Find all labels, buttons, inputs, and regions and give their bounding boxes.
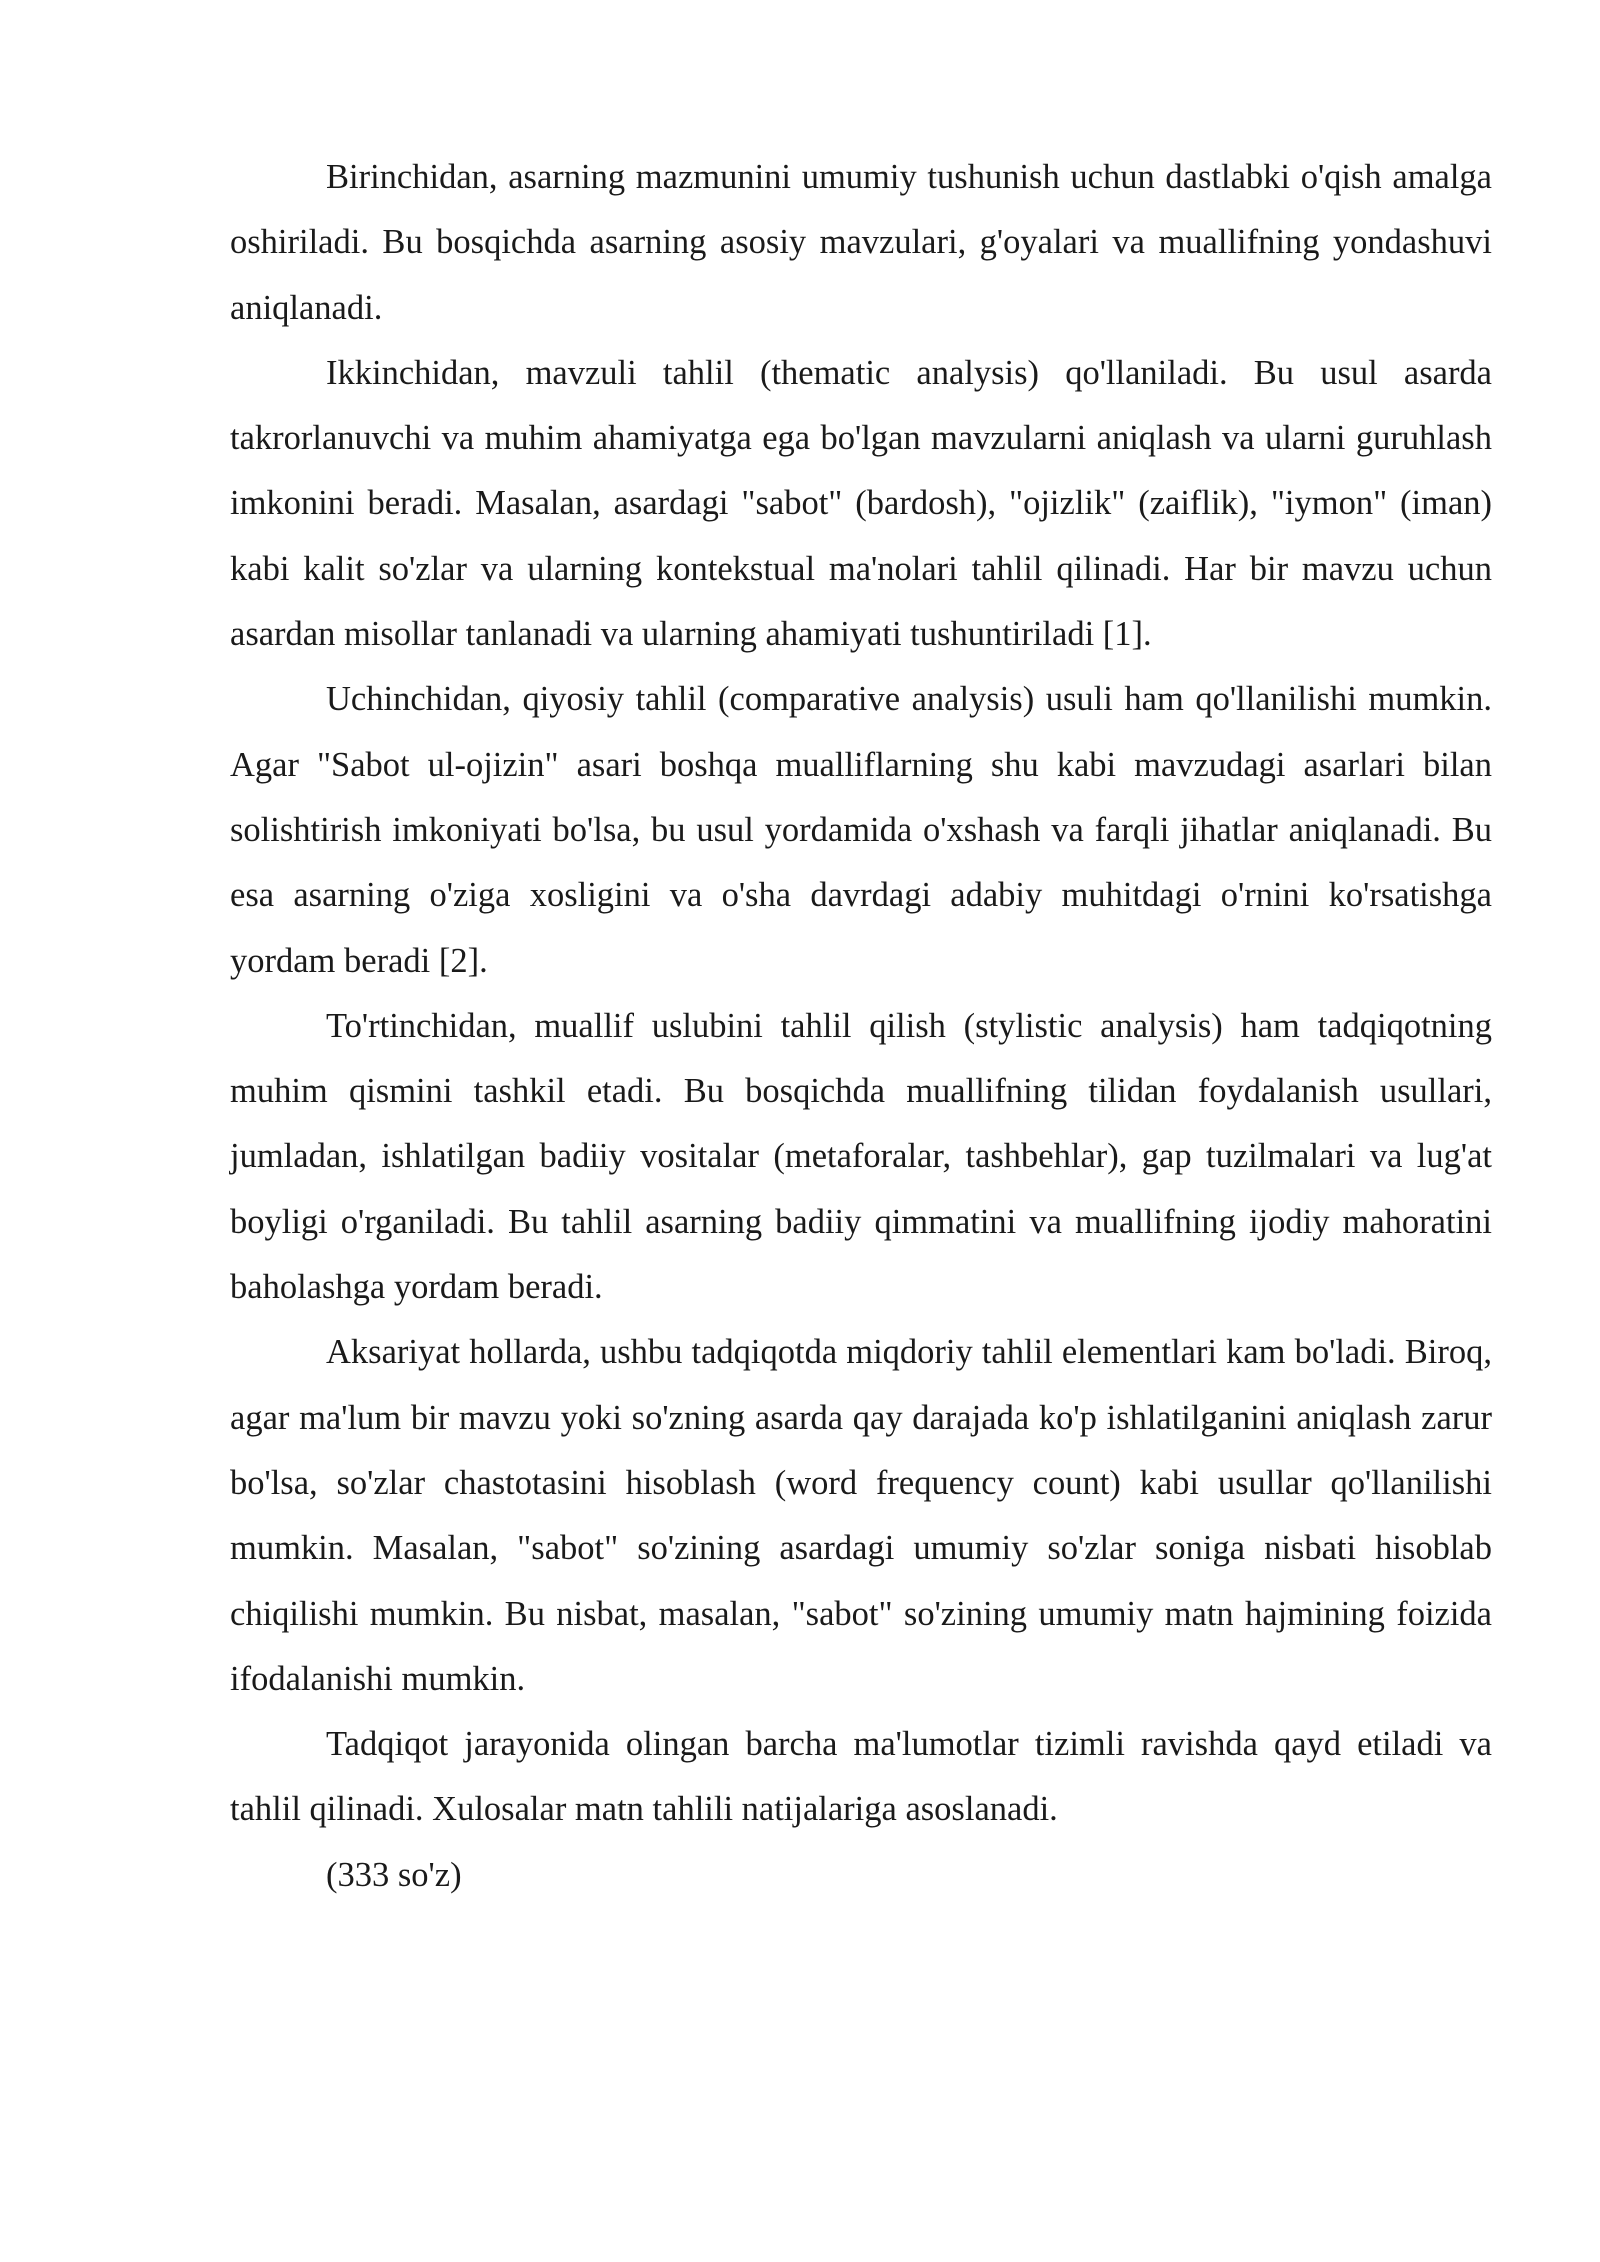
paragraph-thematic-analysis: Ikkinchidan, mavzuli tahlil (thematic analysis) qo'llaniladi. Bu usul asarda takrorlanuvchi va muhim ahamiyatga ega bo'lgan mavzularni aniqlash va ularni guruhlash imkonini beradi. Masalan, asardagi "sabot" (bardosh), "ojizlik" (zaiflik), "iymon" (iman) kabi kalit so'zlar va ularning kontekstual ma'nolari tahlil qilinadi. Har bir mavzu uchun asardan misollar tanlanadi va ularning ahamiyati tushuntiriladi [1]. <box>230 353 1492 654</box>
paragraph-stylistic-analysis: To'rtinchidan, muallif uslubini tahlil qilish (stylistic analysis) ham tadqiqotning muhim qismini tashkil etadi. Bu bosqichda muallifning tilidan foydalanish usullari, jumladan, ishlatilgan badiiy vositalar (metaforalar, tashbehlar), gap tuzilmalari va lug'at boyligi o'rganiladi. Bu tahlil asarning badiiy qimmatini va muallifning ijodiy mahoratini baholashga yordam beradi. <box>230 1006 1492 1307</box>
paragraph-comparative-analysis: Uchinchidan, qiyosiy tahlil (comparative analysis) usuli ham qo'llanilishi mumkin. Agar "Sabot ul-ojizin" asari boshqa mualliflarning shu kabi mavzudagi asarlari bilan solishtirish imkoniyati bo'lsa, bu usul yordamida o'xshash va farqli jihatlar aniqlanadi. Bu esa asarning o'ziga xosligini va o'sha davrdagi adabiy muhitdagi o'rnini ko'rsatishga yordam beradi [2]. <box>230 680 1492 980</box>
body-text <box>230 145 1492 1908</box>
paragraph-conclusion: Tadqiqot jarayonida olingan barcha ma'lumotlar tizimli ravishda qayd etiladi va tahlil qilinadi. Xulosalar matn tahlili natijalariga asoslanadi. <box>230 1725 1492 1829</box>
word-count-note: (333 so'z) <box>326 1855 462 1894</box>
paragraph-first-reading: Birinchidan, asarning mazmunini umumiy tushunish uchun dastlabki o'qish amalga oshiriladi. Bu bosqichda asarning asosiy mavzulari, g'oyalari va muallifning yondashuvi aniqlanadi. <box>230 158 1492 327</box>
paragraph-quantitative-analysis: Aksariyat hollarda, ushbu tadqiqotda miqdoriy tahlil elementlari kam bo'ladi. Biroq, agar ma'lum bir mavzu yoki so'zning asarda qay darajada ko'p ishlatilganini aniqlash zarur bo'lsa, so'zlar chastotasini hisoblash (word frequency count) kabi usullar qo'llanilishi mumkin. Masalan, "sabot" so'zining asardagi umumiy so'zlar soniga nisbati hisoblab chiqilishi mumkin. Bu nisbat, masalan, "sabot" so'zining umumiy matn hajmining foizida ifodalanishi mumkin. <box>230 1333 1492 1698</box>
